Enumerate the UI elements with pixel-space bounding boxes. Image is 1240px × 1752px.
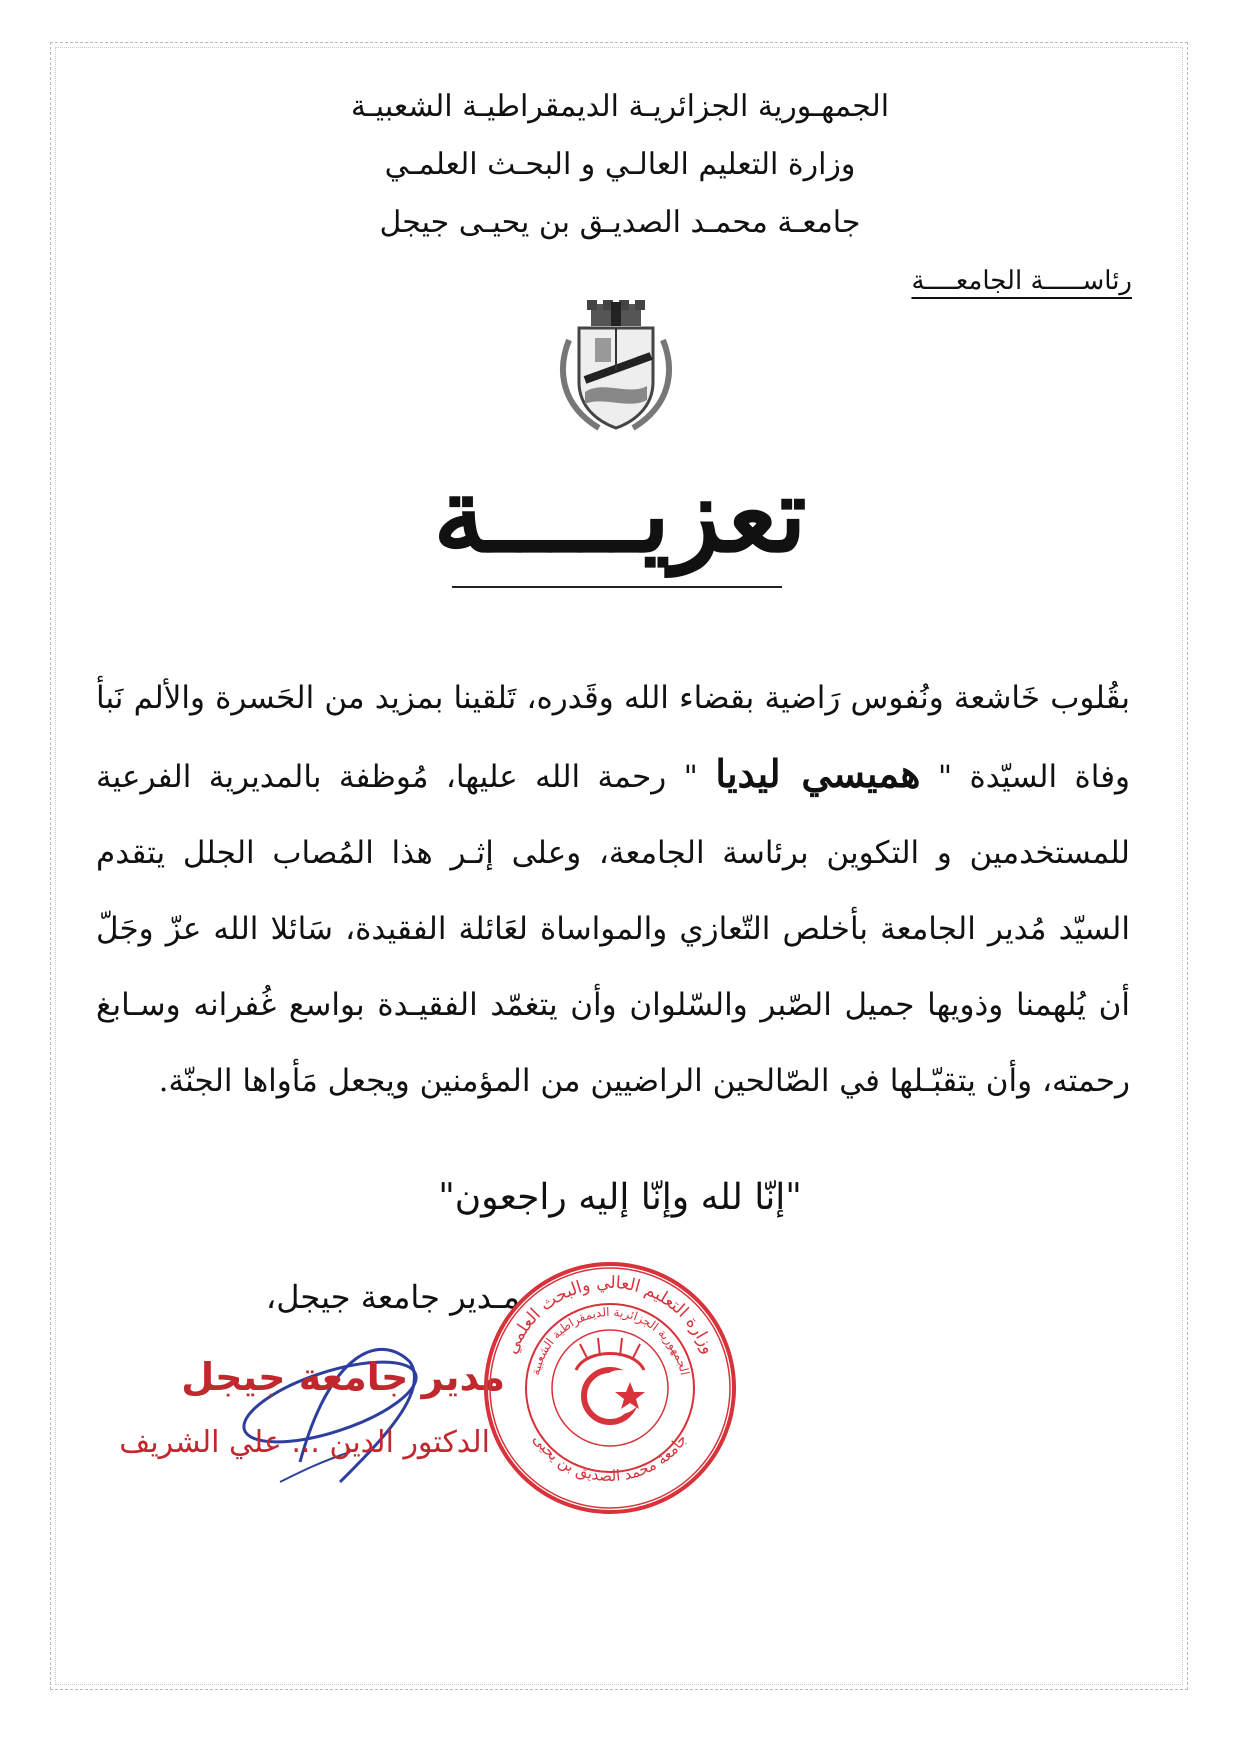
condolence-body [96,660,1130,1119]
signature-name-text: الدكتور الدين ... علي الشريف [119,1425,490,1460]
closing-verse: "إنّا لله وإنّا إليه راجعون" [438,1177,802,1218]
signature-stamp-text: مدير جامعة جيجل [181,1355,505,1399]
header-ministry: وزارة التعليم العالـي و البحـث العلمـي [384,147,856,182]
stamp-inner-text: الجمهورية الجزائرية الديمقراطية الشعبية [528,1304,692,1377]
university-emblem-icon [551,300,681,440]
header-republic: الجمهـورية الجزائريـة الديمقراطيـة الشعبيـة [350,89,890,124]
deceased-name: هميسي ليديا [715,751,921,796]
header-university: جامعـة محمـد الصديـق بن يحيـى جيجل [379,205,861,240]
svg-text:جامعة محمد الصديق بن يحيى [529,1430,690,1485]
svg-text:الجمهورية الجزائرية الديمقراطي [528,1305,692,1377]
document-header [300,78,940,252]
header-presidency: رئاســـــة الجامعــــة [911,266,1132,296]
document-title: تعزيـــــة [433,453,807,576]
body-intro: بقُلوب خَاشعة ونُفوس رَاضية بقضاء الله وقَدره، تَلقينا بمزيد من الحَسرة والألم نَبأ وفاة السيّدة " [96,680,1130,795]
condolence-paragraph [96,660,1130,1119]
title-underline [452,586,782,588]
handwritten-signature-icon [119,1332,510,1512]
signatory-title: مـدير جامعة جيجل، [265,1278,520,1316]
stamp-outer-text: وزارة التعليم العالي والبحث العلمي [501,1272,719,1358]
body-continuation: " رحمة الله عليها، مُوظفة بالمديرية الفرعية للمستخدمين و التكوين برئاسة الجامعة، وعلى إثـر هذا المُصاب الجلل يتقدم السيّد مُدير الجامعة بأخلص التّعازي والمواساة لعَائلة الفقيدة، سَائلا الله عزّ وجَلّ أن يُلهمنا وذويها جميل الصّبر والسّلوان وأن يتغمّد الفقيـدة بواسع غُفرانه وسـابغ رحمته، وأن يتقبّـلها في الصّالحين الراضيين من المؤمنين ويجعل مَأواها الجنّة. [96,759,1130,1099]
stamp-bottom-text: جامعة محمد الصديق بن يحيى [529,1430,691,1486]
official-seal-icon [480,1258,740,1518]
